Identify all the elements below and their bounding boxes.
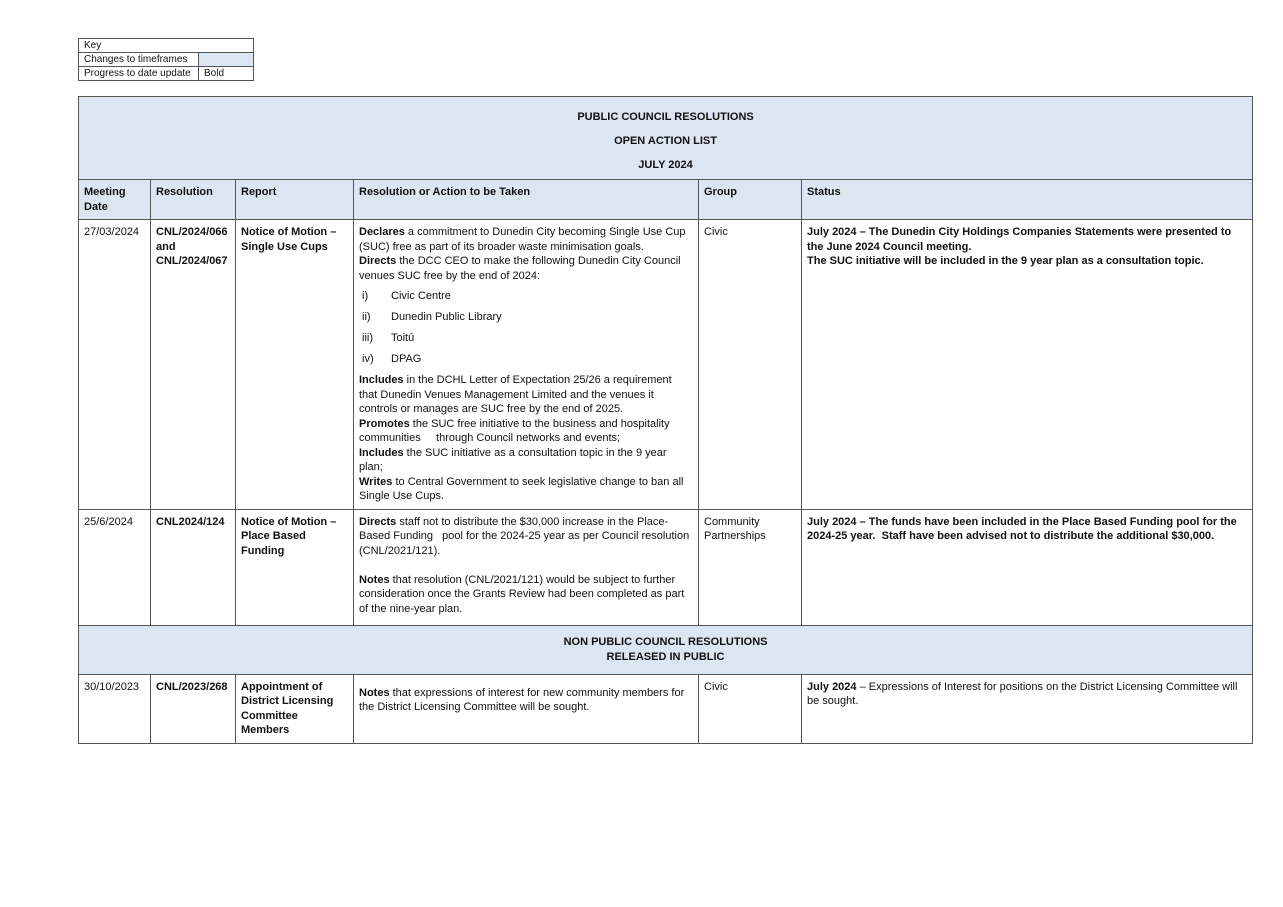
key-row-timeframes (79, 53, 254, 67)
table-row (79, 674, 1253, 743)
action-verb: Notes (359, 573, 390, 586)
list-item: iv) DPAG (362, 353, 422, 365)
action-verb: Directs (359, 515, 397, 528)
status-line: The SUC initiative will be included in the 9 year plan as a consultation topic. (807, 255, 1204, 267)
report-title: Notice of Motion – Place Based Funding (236, 509, 354, 625)
banner-subtitle: RELEASED IN PUBLIC (606, 650, 725, 663)
paragraph-gap (359, 558, 693, 573)
action-paragraph: Promotes the SUC free initiative to the business and hospitality communities through Council networks and events; (359, 417, 670, 444)
action-paragraph: Notes that expressions of interest for new community members for the District Licensing Committee will be sought. (359, 686, 685, 713)
action-paragraph: Declares a commitment to Dunedin City becoming Single Use Cup (SUC) free as part of its broader waste minimisation goals. (359, 226, 686, 253)
status-text (802, 220, 1253, 510)
action-paragraph: Writes to Central Government to seek legislative change to ban all Single Use Cups. (359, 475, 684, 502)
resolution-number: CNL/2024/066 and CNL/2024/067 (151, 220, 236, 510)
key-title: Key (79, 39, 254, 53)
venue-list (362, 289, 693, 367)
nonpublic-banner (79, 625, 1253, 674)
key-label-timeframes: Changes to timeframes (79, 53, 199, 67)
action-paragraph: Includes the SUC initiative as a consultation topic in the 9 year plan; (359, 446, 667, 473)
status-label: July 2024 (807, 680, 857, 693)
key-row-progress (79, 67, 254, 81)
resolution-number: CNL2024/124 (151, 509, 236, 625)
meeting-date: 30/10/2023 (79, 674, 151, 743)
action-list-table (78, 96, 1253, 744)
list-item: i) Civic Centre (362, 290, 451, 302)
action-verb: Promotes (359, 417, 410, 430)
action-paragraph: Notes that resolution (CNL/2021/121) would be subject to further consideration once the Grants Review had been completed as part of the nine-year plan. (359, 573, 685, 615)
header-row (79, 180, 1253, 220)
header-report: Report (236, 180, 354, 220)
table-row (79, 509, 1253, 625)
public-banner-row (79, 97, 1253, 180)
group: Civic (699, 220, 802, 510)
action-text (354, 674, 699, 743)
action-text (354, 509, 699, 625)
action-paragraph: Includes in the DCHL Letter of Expectation 25/26 a requirement that Dunedin Venues Management Limited and the venues it controls or manages are SUC free by the end of 2025. (359, 374, 672, 415)
header-group: Group (699, 180, 802, 220)
action-verb: Writes (359, 475, 393, 488)
status-line: July 2024 – The Dunedin City Holdings Companies Statements were presented to the June 2024 Council meeting. (807, 226, 1232, 253)
group: Civic (699, 674, 802, 743)
action-verb: Directs (359, 255, 397, 267)
action-verb: Notes (359, 686, 390, 699)
header-meeting-date: Meeting Date (79, 180, 151, 220)
list-item: ii) Dunedin Public Library (362, 311, 502, 323)
action-paragraph: Directs the DCC CEO to make the following Dunedin City Council venues SUC free by the end of 2024: (359, 255, 681, 282)
key-swatch-blue (199, 53, 254, 67)
banner-subtitle: OPEN ACTION LIST (614, 134, 717, 147)
action-verb: Declares (359, 226, 405, 238)
table-row (79, 220, 1253, 510)
nonpublic-banner-row (79, 625, 1253, 674)
report-title: Notice of Motion – Single Use Cups (236, 220, 354, 510)
header-action: Resolution or Action to be Taken (354, 180, 699, 220)
key-label-progress: Progress to date update (79, 67, 199, 81)
header-status: Status (802, 180, 1253, 220)
action-text (354, 220, 699, 510)
banner-title: NON PUBLIC COUNCIL RESOLUTIONS (563, 636, 768, 648)
banner-title: PUBLIC COUNCIL RESOLUTIONS (577, 110, 754, 123)
group: Community Partnerships (699, 509, 802, 625)
action-verb: Includes (359, 374, 404, 386)
status-text: July 2024 – The funds have been included in the Place Based Funding pool for the 2024-25 year. Staff have been advised not to distribute the additional $30,000. (802, 509, 1253, 625)
key-title-row (79, 39, 254, 53)
resolution-number: CNL/2023/268 (151, 674, 236, 743)
public-banner (79, 97, 1253, 180)
action-paragraph: Directs staff not to distribute the $30,000 increase in the Place-Based Funding pool for the 2024-25 year as per Council resolution (CNL/2021/121). (359, 515, 690, 557)
header-resolution: Resolution (151, 180, 236, 220)
report-title: Appointment of District Licensing Committee Members (236, 674, 354, 743)
banner-month: JULY 2024 (638, 158, 693, 171)
meeting-date: 25/6/2024 (79, 509, 151, 625)
meeting-date: 27/03/2024 (79, 220, 151, 510)
list-item: iii) Toitū (362, 332, 415, 344)
action-verb: Includes (359, 446, 404, 459)
key-table (78, 38, 254, 81)
status-text: July 2024 – Expressions of Interest for positions on the District Licensing Committee will be sought. (802, 674, 1253, 743)
key-value-bold: Bold (199, 67, 254, 81)
